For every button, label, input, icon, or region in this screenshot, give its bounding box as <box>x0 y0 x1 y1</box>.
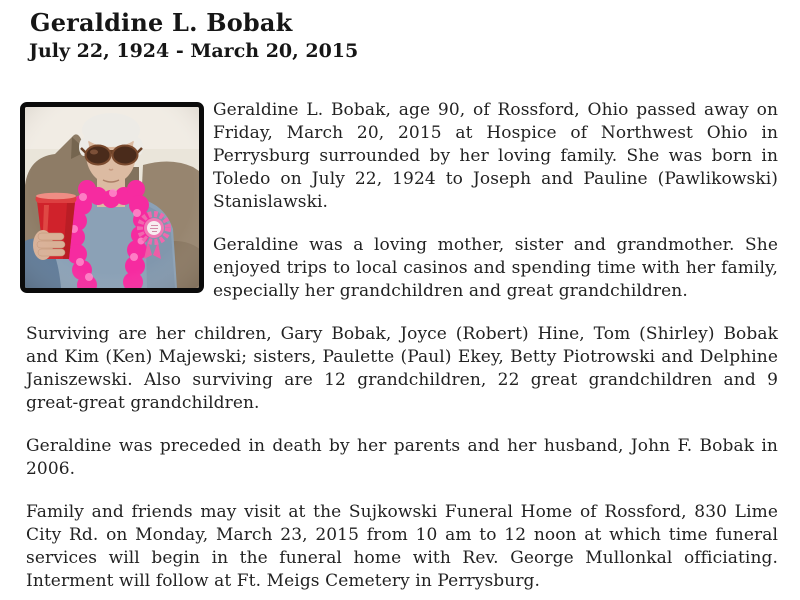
obituary-paragraph-life: Geraldine was a loving mother, sister and grandmother. She enjoyed trips to local casinos and spending time with her family, especially her grandchildren and great grandchildren. <box>213 235 778 301</box>
life-dates: July 22, 1924 - March 20, 2015 <box>29 40 359 62</box>
obituary-paragraph-intro: Geraldine L. Bobak, age 90, of Rossford, Ohio passed away on Friday, March 20, 2015 at Hospice of Northwest Ohio in Perrysburg surrounded by her loving family. She was born in Toledo on July 22, 1924 to Joseph and Pauline (Pawlikowski) Stanislawski. <box>213 100 778 212</box>
page-title: Geraldine L. Bobak <box>30 8 293 37</box>
obituary-paragraph-services: Family and friends may visit at the Sujkowski Funeral Home of Rossford, 830 Lime City Rd. on Monday, March 23, 2015 from 10 am to 12 noon at which time funeral services will begin in the funeral home with Rev. George Mullonkal officiating. Interment will follow at Ft. Meigs Cemetery in Perrysburg. <box>26 502 778 591</box>
portrait-photo-illustration <box>25 107 199 288</box>
portrait-photo <box>20 102 204 293</box>
obituary-paragraph-preceded: Geraldine was preceded in death by her parents and her husband, John F. Bobak in 2006. <box>26 436 778 479</box>
obituary-body <box>26 99 778 593</box>
obituary-paragraph-survivors: Surviving are her children, Gary Bobak, Joyce (Robert) Hine, Tom (Shirley) Bobak and Kim (Ken) Majewski; sisters, Paulette (Paul) Ekey, Betty Piotrowski and Delphine Janiszewski. Also surviving are 12 grandchildren, 22 great grandchildren and 9 great-great grandchildren. <box>26 324 778 413</box>
